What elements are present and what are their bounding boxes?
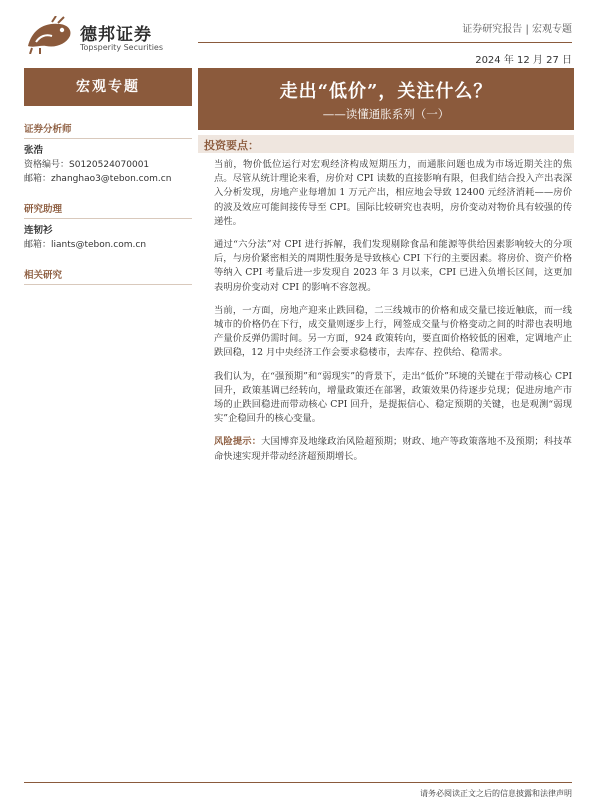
- assistant-email: 邮箱：liants@tebon.com.cn: [24, 240, 147, 250]
- paragraph: 当前，一方面，房地产迎来止跌回稳，二三线城市的价格和成交量已接近触底，而一线城市的价格仍在下行，成交量则逐步上行，网签成交量与价格变动之间的时滞也表明地产量价反弹仍需时间。另一方面，924 政策转向，要直面价格较低的困难，定调地产止跌回稳，12 月中央经济工作会要求稳楼市，去库存、控供给、稳需求。: [214, 304, 572, 359]
- report-type: 证券研究报告 | 宏观专题: [462, 24, 572, 35]
- analyst-email: 邮箱：zhanghao3@tebon.com.cn: [24, 174, 172, 184]
- analyst-heading: 证券分析师: [24, 118, 192, 139]
- category-banner: 宏观专题: [24, 68, 192, 106]
- paragraph: 当前，物价低位运行对宏观经济构成短期压力，而通胀问题也成为市场近期关注的焦点。尽管从统计理论来看，房价对 CPI 读数的直接影响有限，但我们结合投入产出表深入分析发现，房地产业每增加 1 万元产出，相应地会导致 12400 元经济消耗——房价的波及效应可能间接传导至 CPI。国际比较研究也表明，房价变动对物价具有较强的传递性。: [214, 159, 572, 227]
- key-points-body: [214, 158, 572, 473]
- report-subtitle: ——读懂通胀系列（一）: [322, 107, 450, 121]
- risk-label: 风险提示：: [214, 436, 262, 448]
- logo-chinese-name: 德邦证券: [80, 25, 152, 45]
- sidebar: [24, 118, 192, 290]
- risk-paragraph: [214, 435, 572, 463]
- header-divider: [198, 42, 572, 43]
- key-points-label: 投资要点：: [204, 139, 259, 152]
- paragraph: 我们认为，在“强预期”和“弱现实”的背景下，走出“低价”环境的关键在于带动核心 CPI 回升，政策基调已经转向，增量政策还在部署，政策效果仍待逐步兑现；促进房地产市场的止跌回稳进而带动核心 CPI 回升，是提振信心、稳定预期的关键，也是观测“弱现实”企稳回升的核心变量。: [214, 370, 572, 425]
- report-title: 走出“低价”，关注什么？: [279, 81, 493, 102]
- related-research-heading: 相关研究: [24, 264, 192, 285]
- deer-logo-icon: [22, 16, 74, 54]
- assistant-heading: 研究助理: [24, 198, 192, 219]
- paragraph: 通过“六分法”对 CPI 进行拆解，我们发现剔除食品和能源等供给因素影响较大的分项后，与房价紧密相关的周期性服务是导致核心 CPI 下行的主要因素。将房价、资产价格等纳入 CPI 考量后进一步发现自 2023 年 3 月以来，CPI 已进入负增长区间，这更加表明房价变动对 CPI 的影响不容忽视。: [214, 239, 572, 293]
- footer-divider: [24, 782, 572, 783]
- risk-text: 大国博弈及地缘政治风险超预期；财政、地产等政策落地不及预期；科技革命快速实现并带动经济超预期增长。: [214, 436, 572, 462]
- logo-english-name: Topsperity Securities: [80, 43, 164, 52]
- company-logo: [22, 16, 182, 56]
- footer-disclaimer: 请务必阅读正文之后的信息披露和法律声明: [420, 789, 572, 798]
- assistant-name: 连韧衫: [24, 225, 53, 236]
- analyst-name: 张浩: [24, 145, 44, 156]
- analyst-certificate: 资格编号：S0120524070001: [24, 160, 150, 170]
- report-date: 2024 年 12 月 27 日: [475, 55, 572, 66]
- title-block: [198, 68, 574, 130]
- key-points-header: [198, 135, 574, 153]
